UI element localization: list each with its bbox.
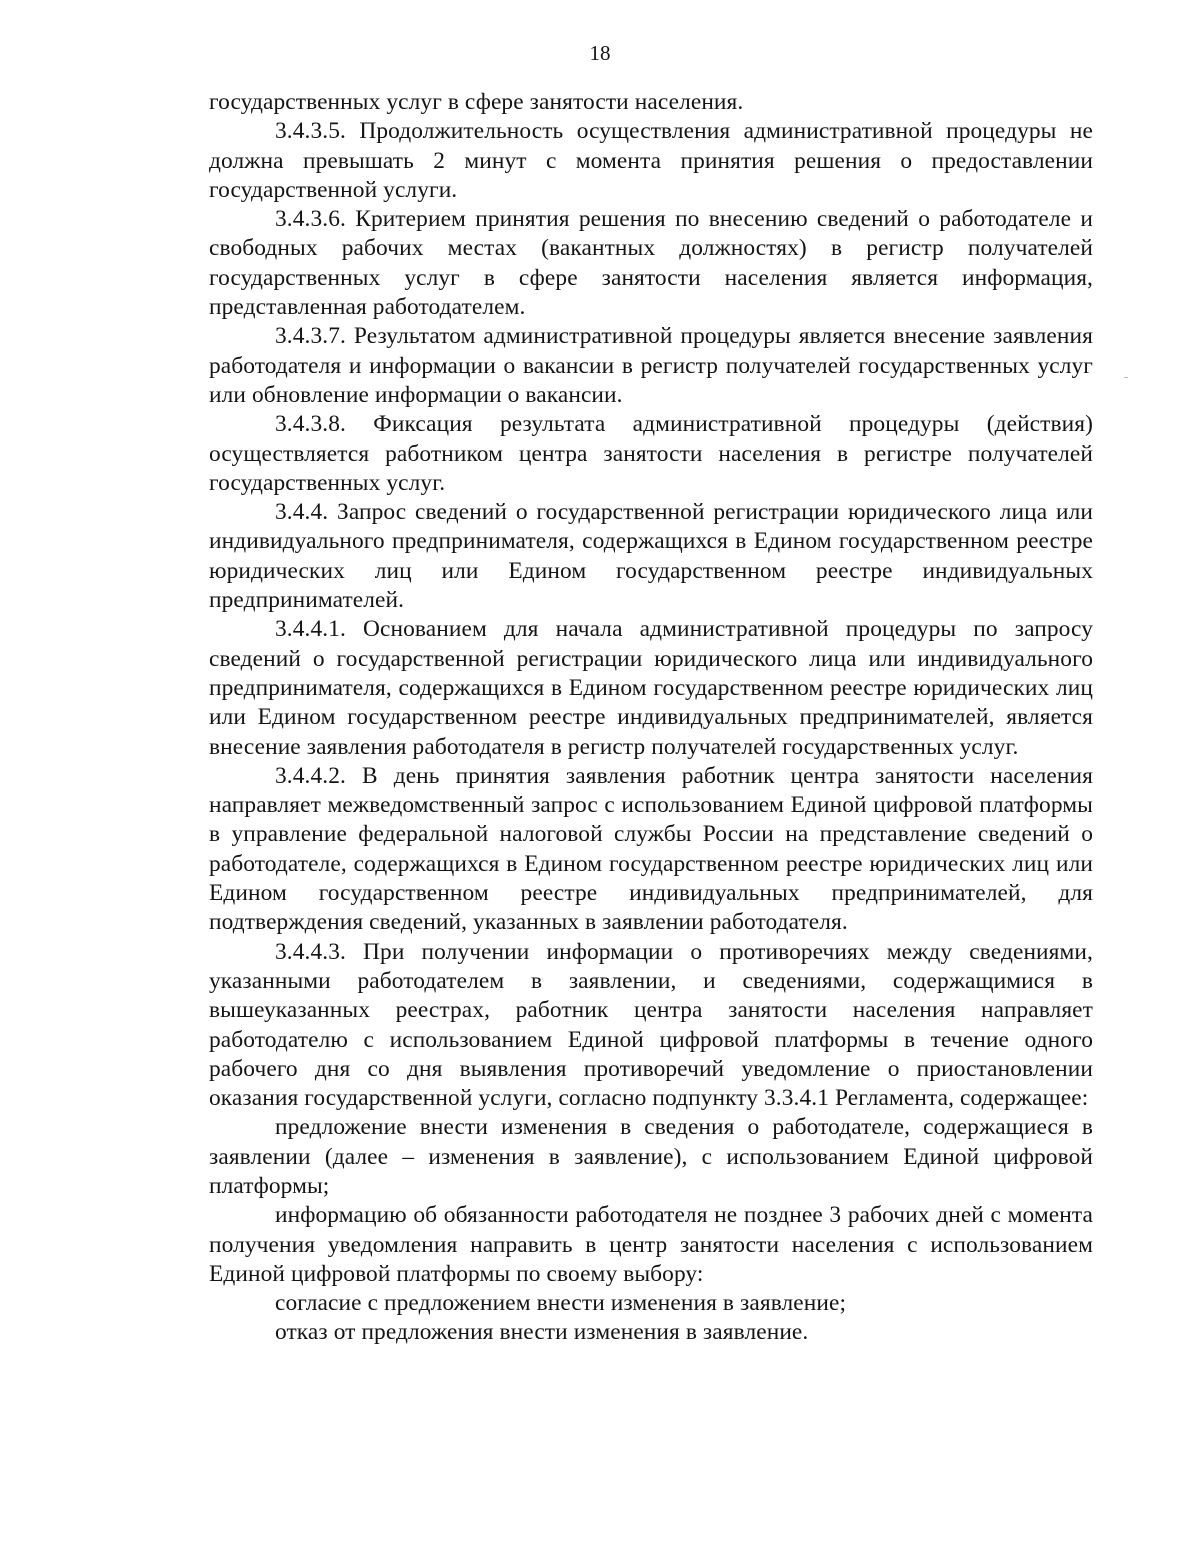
list-item-consent: согласие с предложением внести изменения в заявление; [275, 1290, 847, 1317]
paragraph-continuation: государственных услуг в сфере занятости населения. [209, 89, 744, 115]
list-item-proposal: предложение внести изменения в сведения о работодателе, содержащиеся в заявлении (далее – изменения в заявление), с использованием Единой цифровой платформы; [209, 1114, 1093, 1199]
page-number: 18 [589, 41, 611, 65]
paragraph-3-4-4-2: 3.4.4.2. В день принятия заявления работник центра занятости населения направляет межведомственный запрос с использованием Единой цифровой платформы в управление федеральной налоговой службы России на представление сведений о работодателе, содержащихся в Едином государственном реестре юридических лиц или Едином государственном реестре индивидуальных предпринимателей, для подтверждения сведений, указанных в заявлении работодателя. [209, 762, 1093, 936]
scan-margin-mark [1124, 377, 1128, 378]
list-item-obligation: информацию об обязанности работодателя не позднее 3 рабочих дней с момента получения уведомления направить в центр занятости населения с использованием Единой цифровой платформы по своему выбору: [209, 1202, 1093, 1287]
paragraph-3-4-4-1: 3.4.4.1. Основанием для начала административной процедуры по запросу сведений о государственной регистрации юридического лица или индивидуального предпринимателя, содержащихся в Едином государственном реестре юридических лиц или Едином государственном реестре индивидуальных предпринимателей, является внесение заявления работодателя в регистр получателей государственных услуг. [209, 616, 1093, 760]
paragraph-3-4-4-3: 3.4.4.3. При получении информации о противоречиях между сведениями, указанными работодателем в заявлении, и сведениями, содержащимися в вышеуказанных реестрах, работник центра занятости населения направляет работодателю с использованием Единой цифровой платформы в течение одного рабочего дня со дня выявления противоречий уведомление о приостановлении оказания государственной услуги, согласно подпункту 3.3.4.1 Регламента, содержащее: [209, 938, 1093, 1112]
paragraph-3-4-3-6: 3.4.3.6. Критерием принятия решения по внесению сведений о работодателе и свободных рабочих местах (вакантных должностях) в регистр получателей государственных услуг в сфере занятости населения является информация, представленная работодателем. [209, 206, 1093, 321]
paragraph-3-4-3-5: 3.4.3.5. Продолжительность осуществления административной процедуры не должна превышать 2 минут с момента принятия решения о предоставлении государственной услуги. [209, 118, 1093, 203]
list-item-refusal: отказ от предложения внести изменения в заявление. [275, 1319, 809, 1346]
document-body [209, 88, 1093, 1348]
paragraph-3-4-4: 3.4.4. Запрос сведений о государственной регистрации юридического лица или индивидуального предпринимателя, содержащихся в Едином государственном реестре юридических лиц или Едином государственном реестре индивидуальных предпринимателей. [209, 499, 1093, 614]
paragraph-3-4-3-7: 3.4.3.7. Результатом административной процедуры является внесение заявления работодателя и информации о вакансии в регистр получателей государственных услуг или обновление информации о вакансии. [209, 323, 1093, 408]
paragraph-3-4-3-8: 3.4.3.8. Фиксация результата административной процедуры (действия) осуществляется работником центра занятости населения в регистре получателей государственных услуг. [209, 411, 1093, 496]
